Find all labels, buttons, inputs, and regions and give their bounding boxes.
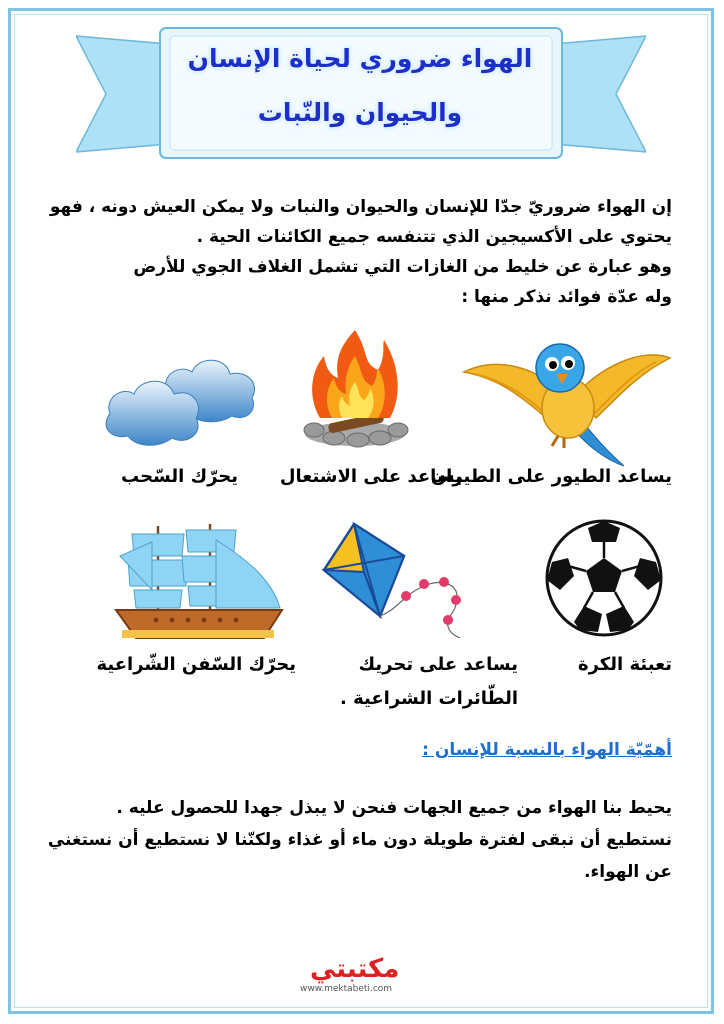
- caption-fire: يساعد على الاشتعال: [279, 466, 462, 487]
- importance-heading: أهمّيّة الهواء بالنسبة للإنسان :: [422, 740, 672, 760]
- caption-kite-line-1: يساعد على تحريك: [358, 654, 518, 675]
- importance-line-2: نستطيع أن نبقى لفترة طويلة دون ماء أو غذاء ولكنّنا لا نستطيع أن نستغني: [47, 830, 672, 850]
- importance-line-1: يحيط بنا الهواء من جميع الجهات فنحن لا يبذل جهدا للحصول عليه .: [116, 798, 672, 818]
- kite-illustration: [320, 520, 470, 642]
- logo-name: مكتبتي: [310, 954, 400, 984]
- caption-ship: يحرّك السّفن الشّراعية: [96, 654, 296, 675]
- importance-paragraph: [42, 792, 672, 888]
- logo-url: www.mektabeti.com: [300, 984, 393, 994]
- intro-line-4: وله عدّة فوائد نذكر منها :: [461, 287, 672, 307]
- bird-illustration: [456, 326, 676, 468]
- caption-kite-line-2: الطّائرات الشراعية .: [340, 688, 518, 709]
- intro-line-3: وهو عبارة عن خليط من الغازات التي تشمل الغلاف الجوي للأرض: [133, 257, 672, 277]
- intro-line-2: يحتوي على الأكسيجين الذي تتنفسه جميع الكائنات الحية .: [196, 227, 672, 247]
- caption-bird: يساعد الطيور على الطيران: [430, 466, 672, 487]
- sailing-ship-illustration: [112, 520, 284, 644]
- importance-line-3: عن الهواء.: [584, 862, 672, 882]
- clouds-illustration: [100, 350, 260, 454]
- mektabeti-logo: [290, 952, 436, 1000]
- caption-clouds: يحرّك السّحب: [121, 466, 238, 487]
- title-line-2: والحيوان والنّبات: [257, 98, 463, 127]
- intro-paragraph: [42, 192, 672, 312]
- title-line-1: الهواء ضروري لحياة الإنسان: [187, 44, 533, 73]
- fire-illustration: [300, 326, 410, 450]
- caption-ball: تعبئة الكرة: [577, 654, 672, 675]
- football-illustration: [544, 518, 664, 638]
- intro-line-1: إن الهواء ضروريّ جدّا للإنسان والحيوان والنبات ولا يمكن العيش دونه ، فهو: [49, 197, 672, 217]
